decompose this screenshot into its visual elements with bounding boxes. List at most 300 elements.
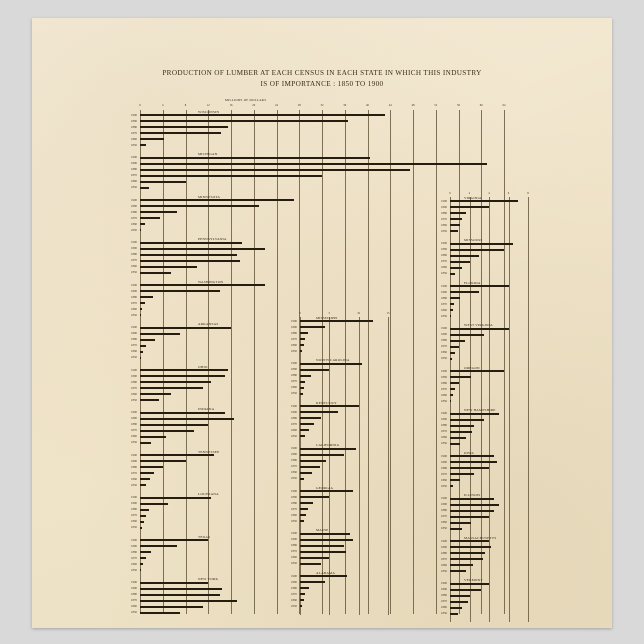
data-bar bbox=[300, 423, 314, 425]
data-bar bbox=[300, 520, 304, 522]
axis-year-label: 1900 bbox=[291, 403, 297, 408]
data-bar bbox=[140, 484, 146, 486]
data-bar bbox=[140, 114, 385, 116]
axis-tick-label: 6 bbox=[507, 191, 510, 195]
data-bar bbox=[140, 460, 186, 462]
axis-year-label: 1860 bbox=[291, 555, 297, 560]
panel-title: MISSOURI bbox=[464, 238, 483, 242]
axis-year-label: 1890 bbox=[441, 289, 447, 294]
data-bar bbox=[140, 284, 265, 286]
axis-year-label: 1900 bbox=[131, 155, 137, 160]
axis-year-label: 1850 bbox=[291, 391, 297, 396]
panel-title: MASSACHUSETTS bbox=[464, 535, 497, 540]
axis-tick-label: 0 bbox=[299, 311, 301, 315]
data-bar bbox=[300, 593, 305, 595]
data-bar bbox=[300, 387, 304, 389]
data-bar bbox=[450, 479, 460, 481]
axis-year-label: 1890 bbox=[291, 494, 297, 499]
axis-tick-label: 24 bbox=[275, 102, 278, 107]
axis-year-label: 1890 bbox=[131, 331, 137, 336]
axis-year-label: 1890 bbox=[291, 537, 297, 542]
axis-year-label: 1870 bbox=[441, 216, 447, 221]
data-bar bbox=[140, 442, 151, 444]
axis-year-label: 1850 bbox=[131, 355, 137, 360]
data-bar bbox=[300, 478, 304, 480]
axis-year-label: 1880 bbox=[131, 124, 137, 129]
axis-tick-label: 52 bbox=[434, 102, 438, 107]
data-bar bbox=[140, 333, 180, 335]
data-bar bbox=[450, 212, 466, 214]
data-bar bbox=[140, 588, 222, 590]
data-bar bbox=[300, 551, 346, 553]
data-bar bbox=[140, 569, 141, 571]
axis-year-label: 1870 bbox=[131, 300, 137, 305]
data-bar bbox=[140, 248, 265, 250]
axis-year-label: 1890 bbox=[131, 501, 137, 506]
axis-year-label: 1900 bbox=[131, 197, 137, 202]
data-bar bbox=[300, 375, 311, 377]
axis-year-label: 1900 bbox=[441, 496, 447, 501]
axis-year-label: 1870 bbox=[291, 379, 297, 384]
data-bar bbox=[450, 230, 458, 232]
axis-year-label: 1870 bbox=[291, 506, 297, 511]
panel-title: CALIFORNIA bbox=[316, 443, 340, 447]
axis-year-label: 1870 bbox=[291, 336, 297, 341]
axis-year-label: 1890 bbox=[441, 374, 447, 379]
data-bar bbox=[140, 466, 163, 468]
data-bar bbox=[450, 243, 513, 245]
data-bar bbox=[450, 334, 484, 336]
data-bar bbox=[140, 339, 155, 341]
data-bar bbox=[300, 363, 362, 365]
data-bar bbox=[300, 429, 309, 431]
gridline bbox=[277, 110, 278, 614]
axis-year-label: 1870 bbox=[441, 514, 447, 519]
axis-year-label: 1860 bbox=[131, 136, 137, 141]
axis-year-label: 1860 bbox=[131, 221, 137, 226]
data-bar bbox=[450, 504, 499, 506]
axis-tick-label: 2 bbox=[468, 191, 471, 195]
axis-year-label: 1880 bbox=[131, 592, 137, 597]
data-bar bbox=[450, 273, 455, 275]
data-bar bbox=[300, 326, 325, 328]
axis-year-label: 1890 bbox=[131, 458, 137, 463]
data-bar bbox=[300, 405, 359, 407]
data-bar bbox=[450, 498, 494, 500]
axis-year-label: 1900 bbox=[291, 318, 297, 323]
axis-tick-label: 4 bbox=[488, 191, 490, 195]
panel-title: VERMONT bbox=[464, 578, 483, 582]
data-bar bbox=[450, 607, 462, 609]
data-bar bbox=[450, 570, 466, 572]
panel-title: OHIO bbox=[198, 364, 208, 369]
data-bar bbox=[140, 430, 194, 432]
data-bar bbox=[450, 473, 474, 475]
data-bar bbox=[300, 350, 302, 352]
data-bar bbox=[450, 461, 497, 463]
axis-year-label: 1850 bbox=[131, 312, 137, 317]
data-bar bbox=[140, 260, 240, 262]
data-bar bbox=[300, 338, 305, 340]
map-sheet bbox=[32, 18, 612, 628]
axis-year-label: 1870 bbox=[131, 385, 137, 390]
data-bar bbox=[140, 175, 322, 177]
axis-year-label: 1900 bbox=[131, 112, 137, 117]
panel-title: MAINE bbox=[316, 528, 329, 532]
data-bar bbox=[450, 443, 460, 445]
data-bar bbox=[450, 431, 472, 433]
axis-year-label: 1850 bbox=[131, 440, 137, 445]
axis-year-label: 1900 bbox=[131, 580, 137, 585]
data-bar bbox=[450, 455, 494, 457]
data-bar bbox=[140, 545, 177, 547]
panel-title: MICHIGAN bbox=[198, 152, 218, 156]
gridline bbox=[413, 110, 414, 614]
data-bar bbox=[140, 199, 294, 201]
axis-year-label: 1850 bbox=[131, 567, 137, 572]
data-bar bbox=[450, 297, 460, 299]
axis-year-label: 1870 bbox=[291, 421, 297, 426]
axis-year-label: 1860 bbox=[441, 435, 447, 440]
data-bar bbox=[140, 399, 159, 401]
panel-title: IOWA bbox=[464, 450, 474, 455]
axis-year-label: 1900 bbox=[441, 241, 447, 246]
axis-year-label: 1860 bbox=[441, 350, 447, 355]
axis-year-label: 1880 bbox=[291, 373, 297, 378]
title-line-1: PRODUCTION OF LUMBER AT EACH CENSUS IN EACH STATE IN WHICH THIS INDUSTRY bbox=[162, 69, 482, 77]
axis-year-label: 1890 bbox=[291, 409, 297, 414]
axis-year-label: 1880 bbox=[441, 380, 447, 385]
axis-year-label: 1850 bbox=[131, 270, 137, 275]
axis-year-label: 1880 bbox=[131, 422, 137, 427]
data-bar bbox=[140, 132, 221, 134]
axis-year-label: 1900 bbox=[441, 581, 447, 586]
gridline bbox=[368, 110, 369, 614]
data-bar bbox=[300, 581, 325, 583]
data-bar bbox=[300, 411, 338, 413]
axis-year-label: 1880 bbox=[291, 500, 297, 505]
data-bar bbox=[140, 217, 160, 219]
axis-year-label: 1850 bbox=[131, 397, 137, 402]
axis-year-label: 1860 bbox=[291, 342, 297, 347]
axis-tick-label: 4 bbox=[162, 102, 164, 107]
data-bar bbox=[450, 540, 489, 542]
axis-year-label: 1850 bbox=[441, 441, 447, 446]
axis-year-label: 1900 bbox=[441, 368, 447, 373]
axis-year-label: 1880 bbox=[441, 465, 447, 470]
data-bar bbox=[450, 328, 509, 330]
axis-year-label: 1870 bbox=[131, 258, 137, 263]
data-bar bbox=[450, 394, 453, 396]
axis-year-label: 1860 bbox=[131, 434, 137, 439]
axis-year-label: 1880 bbox=[441, 295, 447, 300]
data-bar bbox=[300, 448, 356, 450]
axis-year-label: 1860 bbox=[441, 222, 447, 227]
axis-year-label: 1860 bbox=[441, 562, 447, 567]
data-bar bbox=[450, 613, 458, 615]
data-bar bbox=[450, 388, 455, 390]
axis-tick-label: 48 bbox=[411, 102, 415, 107]
data-bar bbox=[450, 370, 504, 372]
axis-year-label: 1870 bbox=[131, 428, 137, 433]
axis-year-label: 1870 bbox=[131, 215, 137, 220]
data-bar bbox=[450, 528, 462, 530]
gridline bbox=[390, 110, 391, 614]
axis-year-label: 1860 bbox=[291, 597, 297, 602]
axis-year-label: 1900 bbox=[131, 240, 137, 245]
axis-year-label: 1870 bbox=[441, 471, 447, 476]
data-bar bbox=[140, 314, 141, 316]
panel-title: KENTUCKY bbox=[316, 400, 337, 405]
axis-year-label: 1850 bbox=[131, 142, 137, 147]
axis-year-label: 1850 bbox=[131, 610, 137, 615]
axis-tick-label: 0 bbox=[449, 191, 451, 195]
axis-year-label: 1900 bbox=[291, 573, 297, 578]
panel-title: NEW YORK bbox=[198, 577, 219, 581]
axis-tick-label: 56 bbox=[457, 102, 460, 107]
axis-year-label: 1860 bbox=[131, 561, 137, 566]
axis-year-label: 1890 bbox=[441, 247, 447, 252]
data-bar bbox=[140, 308, 142, 310]
data-bar bbox=[450, 352, 455, 354]
data-bar bbox=[450, 552, 485, 554]
axis-year-label: 1850 bbox=[441, 271, 447, 276]
axis-year-label: 1870 bbox=[441, 599, 447, 604]
panel-title: ARKANSAS bbox=[198, 322, 219, 326]
data-bar bbox=[300, 508, 308, 510]
axis-tick-label: 5 bbox=[328, 311, 331, 315]
axis-year-label: 1870 bbox=[441, 386, 447, 391]
axis-year-label: 1880 bbox=[291, 543, 297, 548]
data-bar bbox=[140, 381, 211, 383]
data-bar bbox=[140, 187, 149, 189]
axis-year-label: 1870 bbox=[131, 130, 137, 135]
axis-year-label: 1850 bbox=[291, 561, 297, 566]
axis-year-label: 1890 bbox=[441, 459, 447, 464]
data-bar bbox=[450, 516, 489, 518]
axis-year-label: 1890 bbox=[131, 586, 137, 591]
data-bar bbox=[140, 612, 180, 614]
gridline bbox=[254, 110, 255, 614]
data-bar bbox=[140, 223, 145, 225]
axis-year-label: 1900 bbox=[131, 452, 137, 457]
axis-year-label: 1860 bbox=[291, 427, 297, 432]
axis-year-label: 1870 bbox=[131, 598, 137, 603]
data-bar bbox=[450, 340, 465, 342]
data-bar bbox=[140, 412, 225, 414]
data-bar bbox=[140, 551, 151, 553]
axis-year-label: 1850 bbox=[441, 568, 447, 573]
axis-year-label: 1870 bbox=[441, 301, 447, 306]
axis-tick-label: 12 bbox=[206, 102, 210, 107]
data-bar bbox=[300, 533, 350, 535]
data-bar bbox=[450, 558, 483, 560]
axis-tick-label: 60 bbox=[479, 102, 483, 107]
axis-year-label: 1850 bbox=[441, 228, 447, 233]
data-bar bbox=[140, 302, 145, 304]
data-bar bbox=[140, 387, 203, 389]
axis-year-label: 1880 bbox=[441, 338, 447, 343]
axis-year-label: 1900 bbox=[441, 453, 447, 458]
gridline bbox=[504, 110, 505, 614]
data-bar bbox=[300, 575, 347, 577]
panel-title: MISSISSIPPI bbox=[316, 315, 338, 320]
data-bar bbox=[300, 514, 306, 516]
data-bar bbox=[450, 358, 452, 360]
axis-year-label: 1860 bbox=[131, 519, 137, 524]
chart-plot-area bbox=[32, 18, 612, 628]
title-line-2: IS OF IMPORTANCE : 1850 TO 1900 bbox=[260, 80, 384, 89]
axis-year-label: 1880 bbox=[131, 209, 137, 214]
axis-year-label: 1860 bbox=[131, 391, 137, 396]
axis-year-label: 1860 bbox=[131, 349, 137, 354]
axis-year-label: 1880 bbox=[441, 210, 447, 215]
axis-year-label: 1850 bbox=[441, 313, 447, 318]
data-bar bbox=[300, 320, 373, 322]
data-bar bbox=[300, 605, 302, 607]
axis-year-label: 1890 bbox=[441, 502, 447, 507]
data-bar bbox=[140, 163, 487, 165]
data-bar bbox=[140, 503, 168, 505]
axis-year-label: 1860 bbox=[131, 264, 137, 269]
data-bar bbox=[300, 381, 305, 383]
data-bar bbox=[300, 466, 320, 468]
data-bar bbox=[140, 211, 177, 213]
axis-year-label: 1860 bbox=[131, 476, 137, 481]
poster-canvas bbox=[32, 18, 612, 628]
data-bar bbox=[450, 382, 459, 384]
axis-year-label: 1900 bbox=[131, 537, 137, 542]
data-bar bbox=[300, 454, 344, 456]
axis-year-label: 1850 bbox=[131, 185, 137, 190]
axis-year-label: 1880 bbox=[291, 458, 297, 463]
data-bar bbox=[450, 261, 470, 263]
axis-year-label: 1880 bbox=[291, 415, 297, 420]
data-bar bbox=[450, 291, 479, 293]
data-bar bbox=[140, 539, 208, 541]
data-bar bbox=[140, 345, 146, 347]
data-bar bbox=[140, 369, 228, 371]
axis-year-label: 1890 bbox=[131, 161, 137, 166]
axis-year-label: 1870 bbox=[291, 591, 297, 596]
axis-year-label: 1890 bbox=[441, 417, 447, 422]
axis-year-label: 1880 bbox=[441, 593, 447, 598]
axis-year-label: 1880 bbox=[131, 337, 137, 342]
panel-title: FLORIDA bbox=[464, 280, 481, 285]
axis-year-label: 1880 bbox=[441, 508, 447, 513]
data-bar bbox=[300, 496, 329, 498]
data-bar bbox=[300, 502, 313, 504]
axis-year-label: 1870 bbox=[131, 513, 137, 518]
data-bar bbox=[300, 599, 304, 601]
data-bar bbox=[450, 200, 518, 202]
axis-year-label: 1870 bbox=[441, 429, 447, 434]
data-bar bbox=[450, 583, 489, 585]
data-bar bbox=[450, 224, 460, 226]
axis-year-label: 1870 bbox=[131, 555, 137, 560]
data-bar bbox=[140, 120, 348, 122]
data-bar bbox=[140, 418, 234, 420]
axis-year-label: 1870 bbox=[441, 556, 447, 561]
axis-year-label: 1890 bbox=[441, 544, 447, 549]
axis-tick-label: 28 bbox=[297, 102, 301, 107]
data-bar bbox=[450, 206, 489, 208]
axis-year-label: 1850 bbox=[441, 526, 447, 531]
axis-year-label: 1860 bbox=[131, 179, 137, 184]
data-bar bbox=[140, 242, 242, 244]
data-bar bbox=[140, 563, 143, 565]
axis-year-label: 1860 bbox=[131, 604, 137, 609]
data-bar bbox=[140, 527, 142, 529]
data-bar bbox=[140, 144, 146, 146]
data-bar bbox=[140, 393, 171, 395]
data-bar bbox=[140, 497, 211, 499]
data-bar bbox=[140, 454, 214, 456]
axis-year-label: 1870 bbox=[131, 343, 137, 348]
axis-year-label: 1890 bbox=[131, 416, 137, 421]
axis-tick-label: 8 bbox=[184, 102, 187, 107]
panel-title: ALABAMA bbox=[316, 570, 336, 575]
data-bar bbox=[450, 601, 468, 603]
axis-year-label: 1900 bbox=[291, 446, 297, 451]
data-bar bbox=[450, 467, 489, 469]
axis-year-label: 1850 bbox=[131, 482, 137, 487]
axis-year-label: 1890 bbox=[291, 324, 297, 329]
data-bar bbox=[300, 490, 353, 492]
data-bar bbox=[300, 369, 329, 371]
data-bar bbox=[140, 351, 143, 353]
data-bar bbox=[140, 327, 231, 329]
panel-title: VIRGINIA bbox=[464, 195, 482, 200]
axis-year-label: 1880 bbox=[131, 252, 137, 257]
data-bar bbox=[140, 472, 154, 474]
data-bar bbox=[450, 400, 451, 402]
data-bar bbox=[300, 417, 321, 419]
data-bar bbox=[450, 589, 481, 591]
data-bar bbox=[450, 346, 459, 348]
panel-title: NORTH CAROLINA bbox=[316, 358, 350, 362]
data-bar bbox=[140, 594, 220, 596]
panel-title: NEW HAMPSHIRE bbox=[464, 408, 496, 412]
axis-year-label: 1860 bbox=[291, 470, 297, 475]
axis-year-label: 1880 bbox=[131, 507, 137, 512]
axis-year-label: 1850 bbox=[291, 433, 297, 438]
axis-tick-label: 0 bbox=[139, 102, 141, 107]
data-bar bbox=[300, 460, 326, 462]
data-bar bbox=[450, 376, 471, 378]
panel-title: WEST VIRGINIA bbox=[464, 323, 493, 327]
axis-year-label: 1900 bbox=[441, 411, 447, 416]
axis-year-label: 1880 bbox=[291, 585, 297, 590]
axis-year-label: 1890 bbox=[131, 543, 137, 548]
data-bar bbox=[450, 510, 494, 512]
data-bar bbox=[140, 169, 410, 171]
data-bar bbox=[140, 515, 146, 517]
axis-year-label: 1880 bbox=[291, 330, 297, 335]
axis-year-label: 1890 bbox=[131, 373, 137, 378]
axis-year-label: 1880 bbox=[131, 294, 137, 299]
data-bar bbox=[450, 267, 462, 269]
axis-tick-label: 32 bbox=[320, 102, 324, 107]
axis-year-label: 1860 bbox=[441, 307, 447, 312]
axis-year-label: 1900 bbox=[131, 282, 137, 287]
data-bar bbox=[140, 126, 228, 128]
axis-year-label: 1870 bbox=[441, 344, 447, 349]
axis-year-label: 1890 bbox=[441, 204, 447, 209]
axis-year-label: 1860 bbox=[291, 385, 297, 390]
axis-year-label: 1860 bbox=[291, 512, 297, 517]
data-bar bbox=[140, 272, 171, 274]
